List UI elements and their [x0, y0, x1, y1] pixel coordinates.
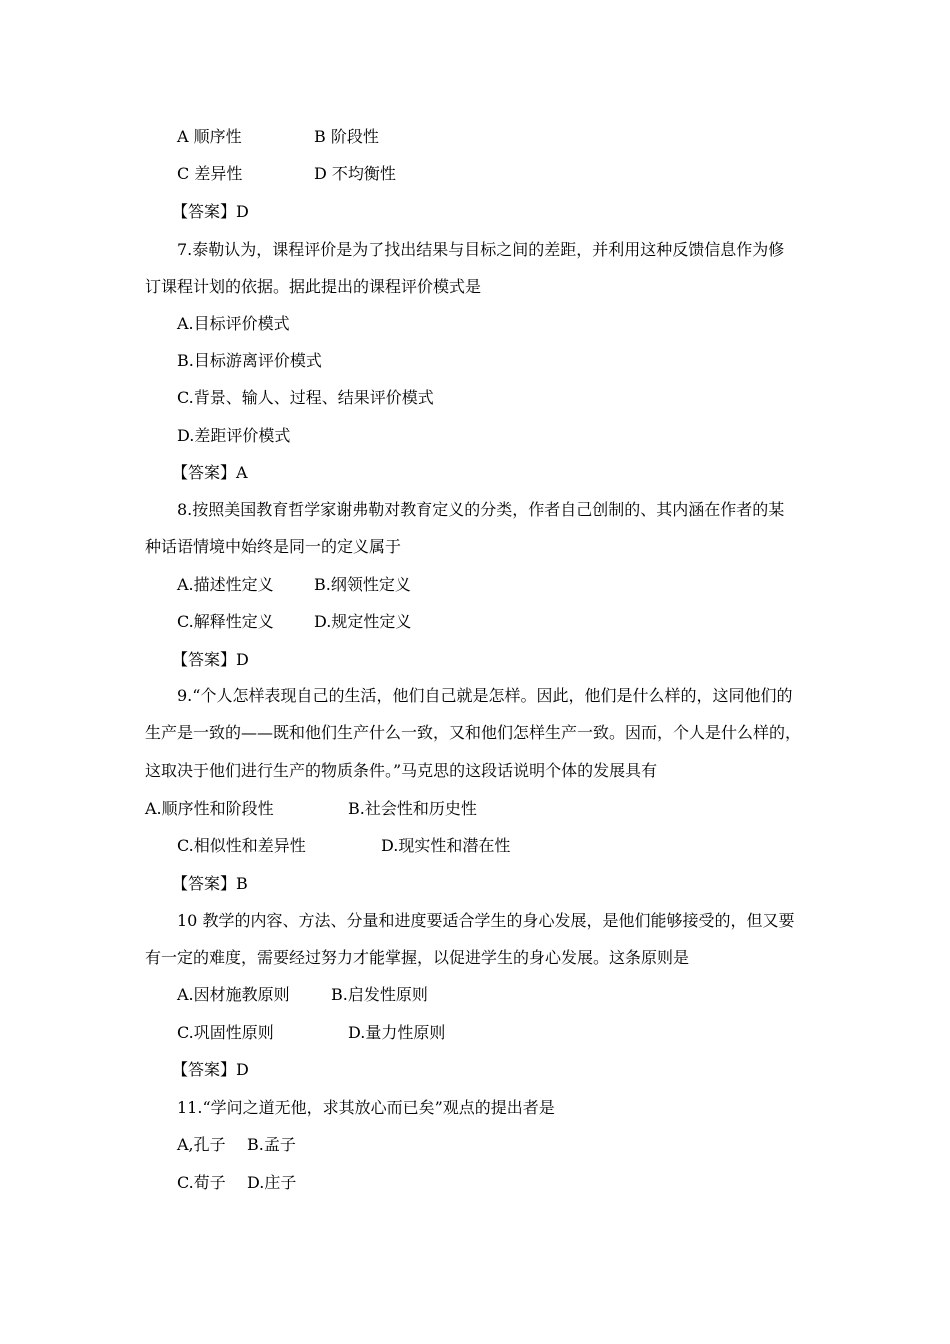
q9-stem-line-2: 生产是一致的——既和他们生产什么一致，又和他们怎样生产一致。因而，个人是什么样的，	[145, 723, 802, 742]
q8-stem-line-1: 8.按照美国教育哲学家谢弗勒对教育定义的分类，作者自己创制的、其内涵在作者的某	[177, 500, 785, 519]
q8-option-a: A.描述性定义	[177, 575, 274, 594]
q9-stem-line-3: 这取决于他们进行生产的物质条件。”马克思的这段话说明个体的发展具有	[145, 761, 658, 780]
q7-answer: 【答案】A	[172, 463, 248, 482]
q6-option-b: B 阶段性	[314, 127, 379, 146]
q7-option-d: D.差距评价模式	[177, 426, 291, 445]
q10-option-a: A.因材施教原则	[177, 985, 290, 1004]
q6-answer: 【答案】D	[172, 202, 249, 221]
q8-stem-line-2: 种话语情境中始终是同一的定义属于	[145, 537, 402, 556]
q6-option-a: A 顺序性	[177, 127, 242, 146]
q9-option-c: C.相似性和差异性	[177, 836, 306, 855]
q6-option-d: D 不均衡性	[314, 164, 396, 183]
q10-answer: 【答案】D	[172, 1060, 249, 1079]
q11-option-d: D.庄子	[247, 1173, 297, 1192]
q11-stem: 11.“学问之道无他，求其放心而已矣”观点的提出者是	[177, 1098, 555, 1117]
q8-answer: 【答案】D	[172, 650, 249, 669]
q8-option-c: C.解释性定义	[177, 612, 274, 631]
q10-option-d: D.量力性原则	[348, 1023, 446, 1042]
q9-option-b: B.社会性和历史性	[348, 799, 477, 818]
q8-option-d: D.规定性定义	[314, 612, 412, 631]
q8-option-b: B.纲领性定义	[314, 575, 411, 594]
q6-option-c: C 差异性	[177, 164, 243, 183]
q11-option-a: A,孔子	[177, 1135, 226, 1154]
q10-stem-line-1: 10 教学的内容、方法、分量和进度要适合学生的身心发展，是他们能够接受的，但又要	[177, 911, 795, 930]
q11-option-b: B.孟子	[247, 1135, 296, 1154]
q10-option-b: B.启发性原则	[331, 985, 428, 1004]
q7-stem-line-2: 订课程计划的依据。据此提出的课程评价模式是	[145, 277, 482, 296]
q9-option-a: A.顺序性和阶段性	[145, 799, 274, 818]
q7-option-b: B.目标游离评价模式	[177, 351, 322, 370]
q7-stem-line-1: 7.泰勒认为，课程评价是为了找出结果与目标之间的差距，并利用这种反馈信息作为修	[177, 240, 785, 259]
q9-stem-line-1: 9.“个人怎样表现自己的生活，他们自己就是怎样。因此，他们是什么样的，这同他们的	[177, 686, 793, 705]
q9-option-d: D.现实性和潜在性	[381, 836, 511, 855]
q10-stem-line-2: 有一定的难度，需要经过努力才能掌握，以促进学生的身心发展。这条原则是	[145, 948, 690, 967]
q9-answer: 【答案】B	[172, 874, 248, 893]
q10-option-c: C.巩固性原则	[177, 1023, 274, 1042]
q11-option-c: C.荀子	[177, 1173, 226, 1192]
q7-option-c: C.背景、输人、过程、结果评价模式	[177, 388, 434, 407]
q7-option-a: A.目标评价模式	[177, 314, 290, 333]
